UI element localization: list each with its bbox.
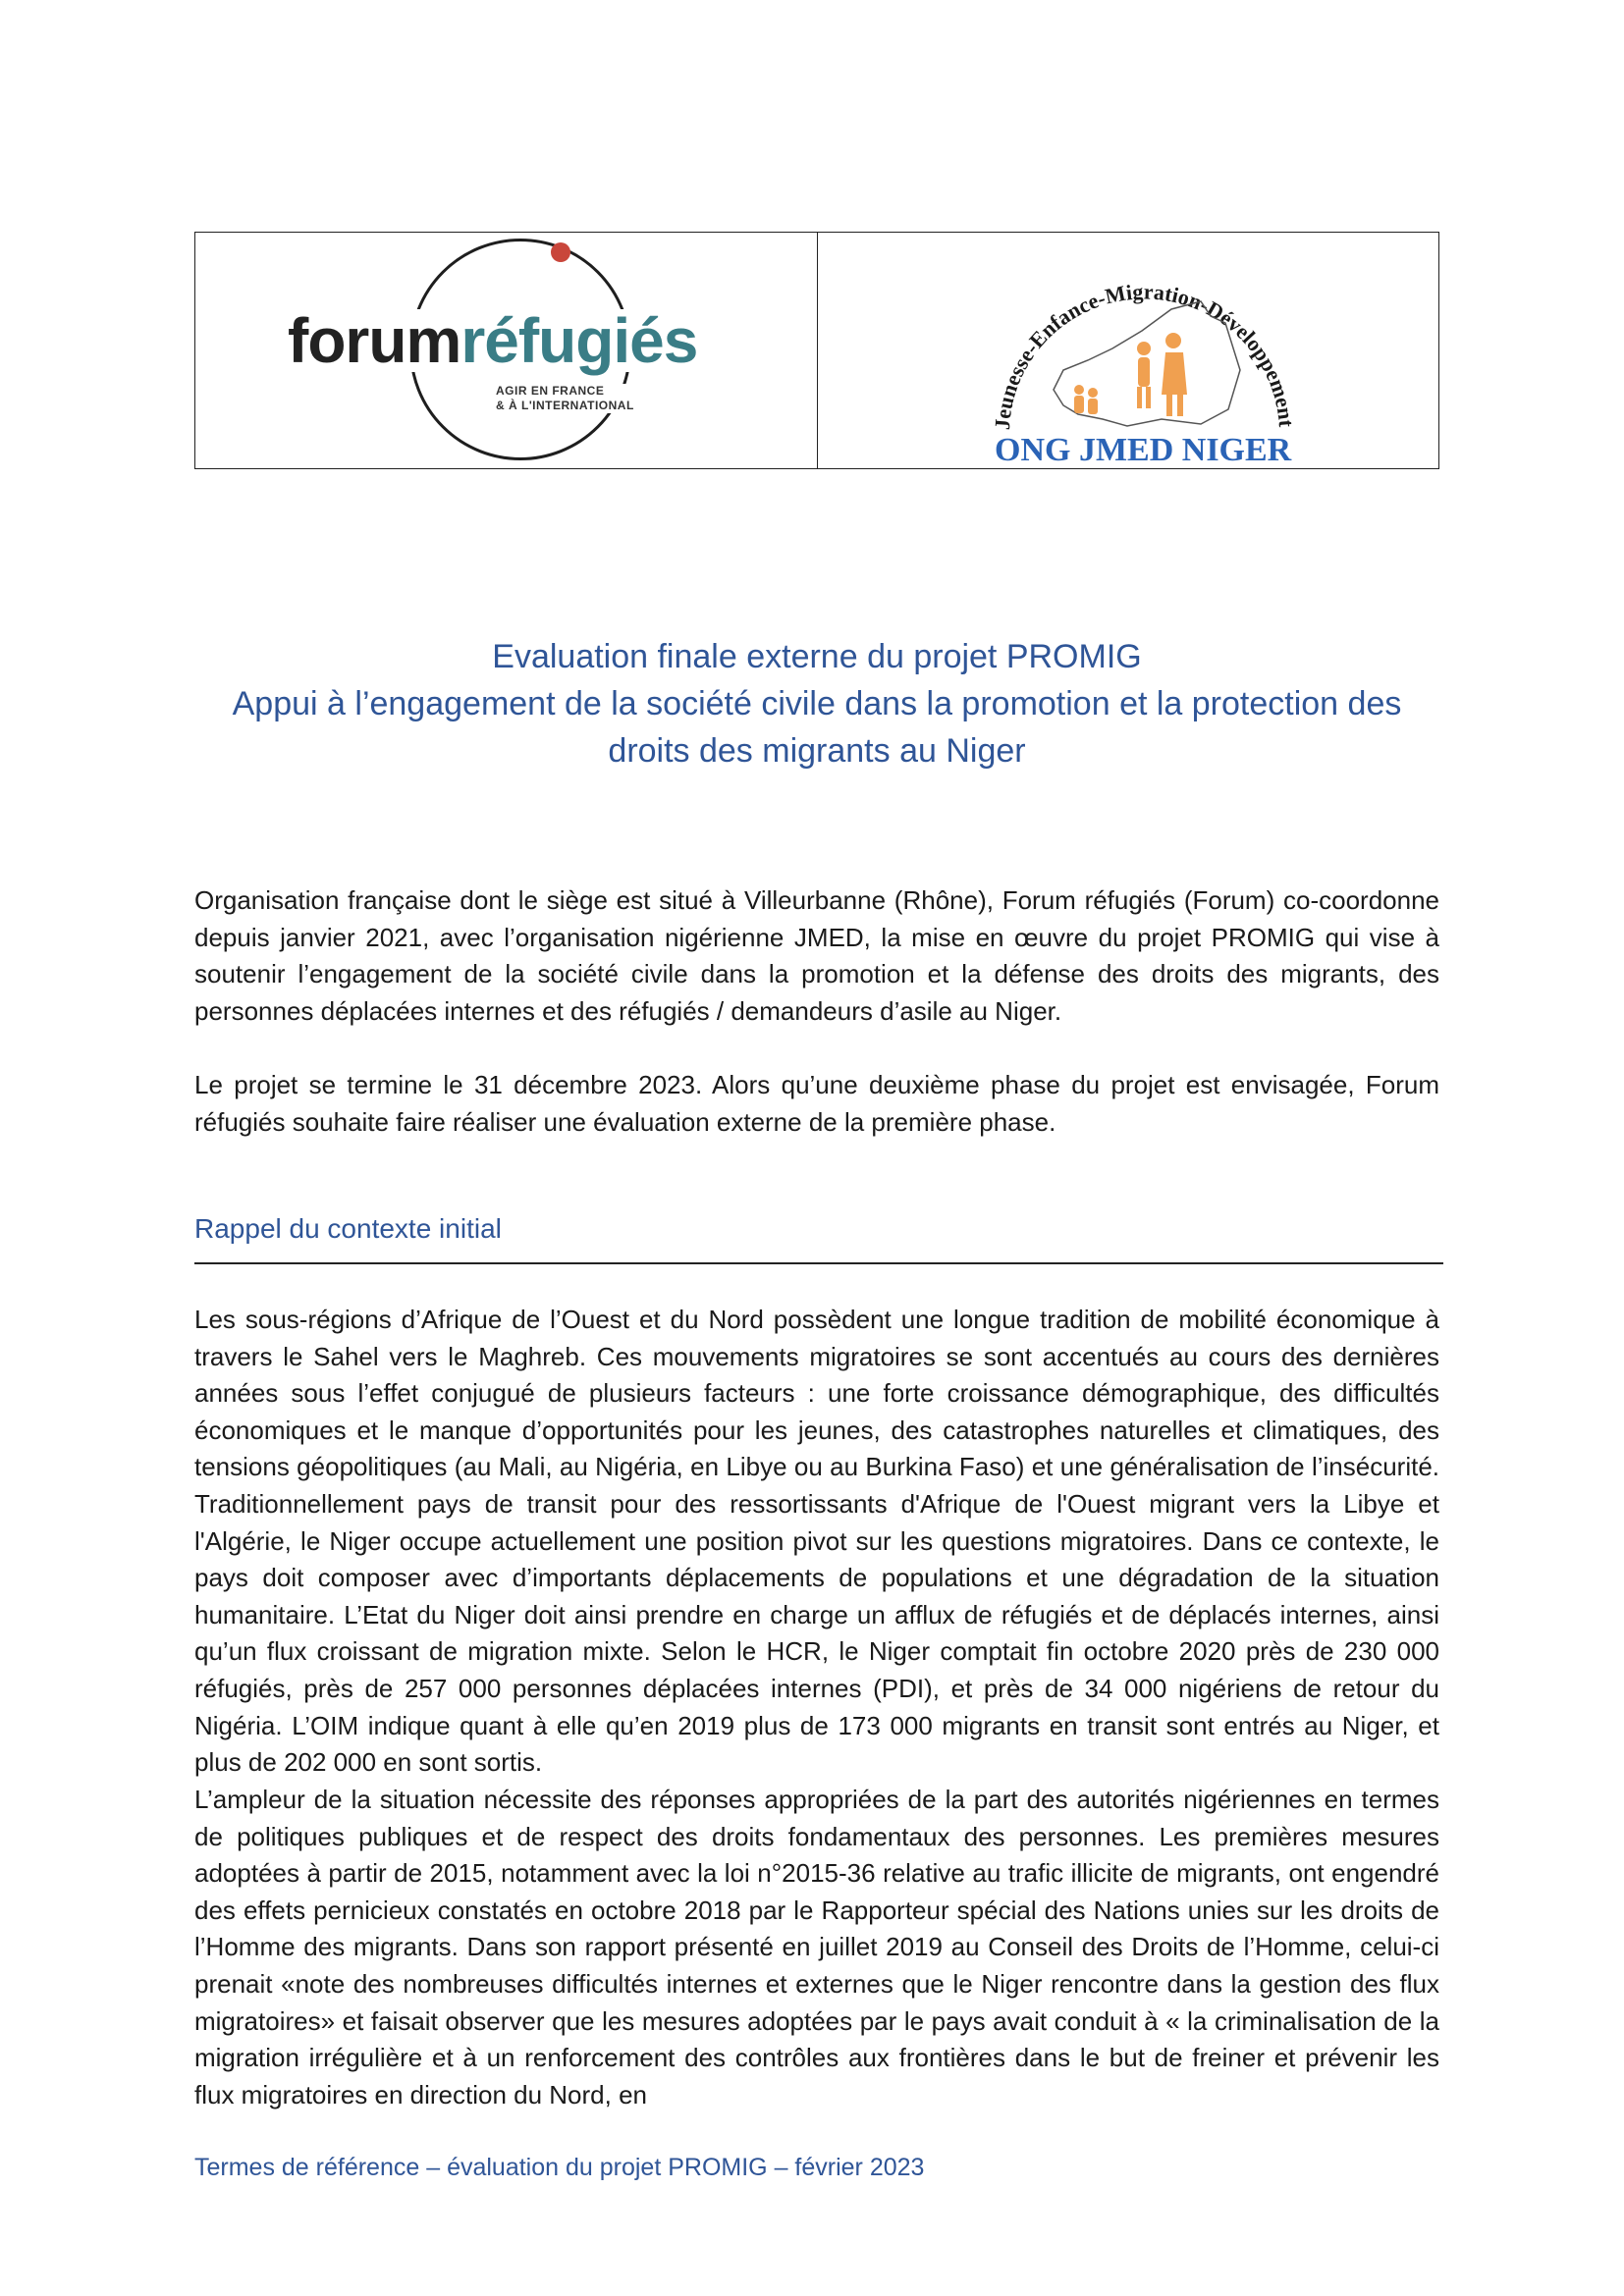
forum-refugies-logo-cell <box>195 233 817 468</box>
logo-table <box>194 232 1439 469</box>
forum-dot-icon <box>551 242 570 262</box>
intro-paragraph: Organisation française dont le siège est situé à Villeurbanne (Rhône), Forum réfugiés (Forum) co-coordonne depuis janvier 2021, avec l’organisation nigérienne JMED, la mise en œuvre du projet PROMIG qui vise à soutenir l’engagement de la société civile dans la promotion et la défense des droits des migrants, des personnes déplacées internes et des réfugiés / demandeurs d’asile au Niger. <box>194 885 1439 1026</box>
context-paragraph-2: L’ampleur de la situation nécessite des réponses appropriées de la part des autorités nigériennes en termes de politiques publiques et de respect des droits fondamentaux des personnes. Les premières mesures adoptées à partir de 2015, notamment avec la loi n°2015-36 relative au trafic illicite de migrants, ont engendré des effets pernicieux constatés en octobre 2018 par le Rapporteur spécial des Nations unies sur les droits de l’Homme des migrants. Dans son rapport présenté en juillet 2019 au Conseil des Droits de l’Homme, celui-ci prenait «note des nombreuses difficultés internes et externes que le Niger rencontre dans la gestion des flux migratoires» et faisait observer que les mesures adoptées par le pays avait conduit à « la criminalisation de la migration irrégulière et à un renforcement des contrôles aux frontières dans le but de freiner et prévenir les flux migratoires en direction du Nord, en <box>194 1785 1439 2109</box>
document-title <box>194 633 1439 774</box>
forum-refugies-logo <box>284 237 735 464</box>
project-end-paragraph: Le projet se termine le 31 décembre 2023. Alors qu’une deuxième phase du projet est envisagée, Forum réfugiés souhaite faire réaliser une évaluation externe de la première phase. <box>194 1070 1439 1137</box>
context-paragraph-1: Les sous-régions d’Afrique de l’Ouest et du Nord possèdent une longue tradition de mobilité économique à travers le Sahel vers le Maghreb. Ces mouvements migratoires se sont accentués au cours des dernières années sous l’effet conjugué de plusieurs facteurs : une forte croissance démographique, des difficultés économiques et le manque d’opportunités pour les jeunes, des catastrophes naturelles et climatiques, des tensions géopolitiques (au Mali, au Nigéria, en Libye ou au Burkina Faso) et une généralisation de l’insécurité. Traditionnellement pays de transit pour des ressortissants d'Afrique de l'Ouest migrant vers la Libye et l'Algérie, le Niger occupe actuellement une position pivot sur les questions migratoires. Dans ce contexte, le pays doit composer avec d’importants déplacements de populations et une dégradation de la situation humanitaire. L’Etat du Niger doit ainsi prendre en charge un afflux de réfugiés et de déplacés internes, ainsi qu’un flux croissant de migration mixte. Selon le HCR, le Niger comptait fin octobre 2020 près de 230 000 réfugiés, près de 257 000 personnes déplacées internes (PDI), et près de 34 000 nigériens de retour du Nigéria. L’OIM indique quant à elle qu’en 2019 plus de 173 000 migrants en transit sont entrés au Niger, et plus de 202 000 en sont sortis. <box>194 1305 1439 1778</box>
jmed-logo-cell <box>817 233 1439 468</box>
title-line-3: droits des migrants au Niger <box>608 732 1026 770</box>
section-divider <box>194 1262 1443 1264</box>
title-line-1: Evaluation finale externe du projet PROMIG <box>492 638 1142 675</box>
title-line-2: Appui à l’engagement de la société civile dans la promotion et la protection des <box>232 685 1402 722</box>
forum-logo-wordmark: forumréfugiés <box>284 309 701 372</box>
section-heading: Rappel du contexte initial <box>194 1213 502 1244</box>
jmed-niger-logo <box>916 233 1348 468</box>
family-figures-icon <box>1074 333 1187 416</box>
jmed-name: ONG JMED NIGER <box>994 432 1291 468</box>
forum-logo-tagline: AGIR EN FRANCE & À L'INTERNATIONAL <box>496 384 634 412</box>
jmed-arc-text: Jeunesse-Enfance-Migration-Développement <box>989 279 1299 431</box>
page-footer: Termes de référence – évaluation du projet PROMIG – février 2023 <box>194 2154 925 2181</box>
